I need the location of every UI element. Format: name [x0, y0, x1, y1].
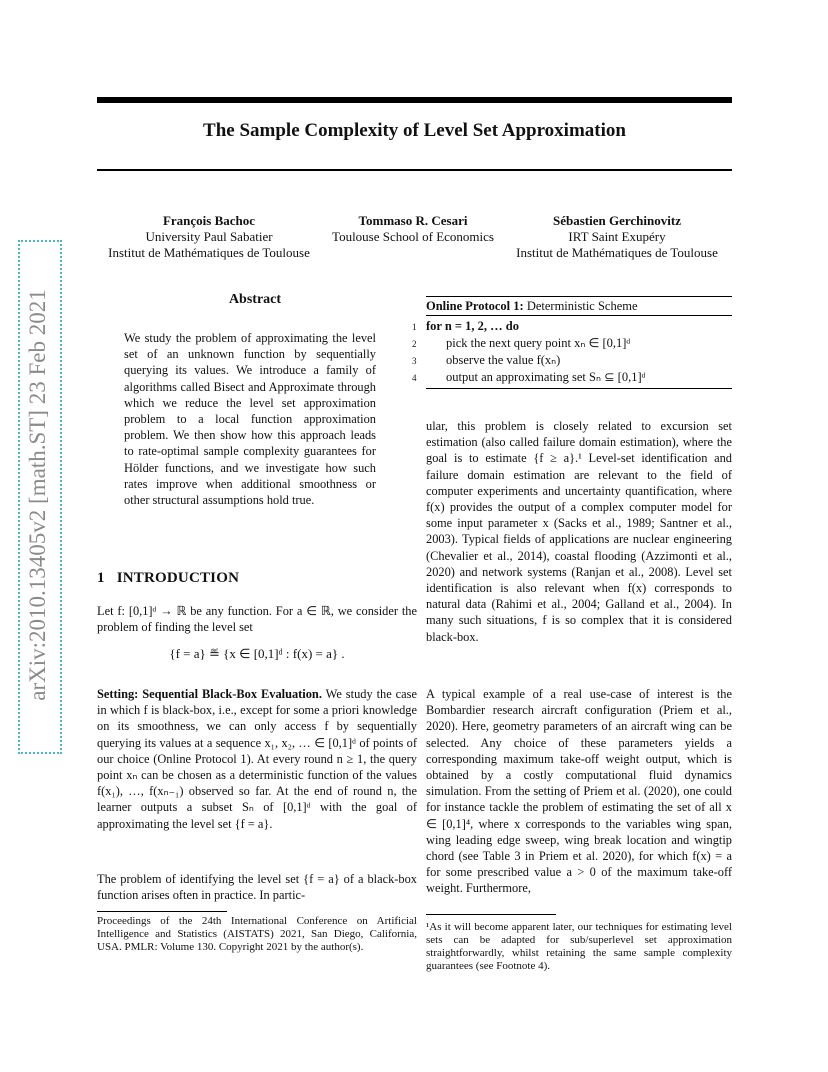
title-top-rule: [97, 97, 732, 103]
section-heading: [97, 570, 251, 587]
author-name: Sébastien Gerchinovitz: [553, 213, 681, 228]
protocol-line-text: observe the value f(xₙ): [446, 353, 561, 367]
setting-text: We study the case in which f is black-box, i.e., except for some a priori knowledge on its smoothness, we can only access f by sequentially querying its values at a sequence x₁, x₂, … ∈ [0,1]ᵈ of points of our choice (Online Protocol 1). At every round n ≥ 1, the query point xₙ can be chosen as a deterministic function of the values f(x₁), …, f(xₙ₋₁) observed so far. At the end of round n, the learner outputs a subset Sₙ of [0,1]ᵈ with the goal of approximating the level set {f = a}.: [97, 687, 418, 831]
author-3: [498, 213, 736, 261]
author-affiliation: Institut de Mathématiques de Toulouse: [108, 245, 310, 260]
author-affiliation: IRT Saint Exupéry: [568, 229, 666, 244]
protocol-line-text: output an approximating set Sₙ ⊆ [0,1]ᵈ: [446, 370, 646, 384]
footnote-rule-left: [97, 911, 227, 912]
protocol-title-label: Online Protocol 1:: [426, 299, 524, 313]
protocol-line: [412, 352, 732, 369]
protocol-line-number: 1: [412, 322, 417, 332]
title-bottom-rule: [97, 169, 732, 171]
protocol-line: [412, 318, 732, 335]
section-title: INTRODUCTION: [116, 570, 240, 586]
protocol-line: [412, 369, 732, 386]
setting-paragraph: [97, 686, 417, 832]
level-set-footnote: ¹As it will become apparent later, our techniques for estimating level sets can be adapted for sub/superlevel set approximation straightforwardly, whilst retaining the same sample complexity guarantees (see Footnote 4).: [426, 921, 732, 972]
section-number: 1: [97, 570, 105, 586]
intro-right-paragraph-1: ular, this problem is closely related to excursion set estimation (also called failure domain estimation), where the goal is to estimate {f ≥ a}.¹ Level-set identification and failure domain estimation are relevant to the field of computer experiments and uncertainty quantification, where f(x) provides the output of a complex computer model for some input parameter x (Sacks et al., 1989; Santner et al., 2003). Typical fields of applications are nuclear engineering (Chevalier et al., 2014), coastal flooding (Azzimonti et al., 2020) and network systems (Ranjan et al., 2008). Level set identification is also relevant when f(x) corresponds to natural data (Rahimi et al., 2004; Galland et al., 2004). In many such situations, f is so complex that it is considered black-box.: [426, 419, 732, 644]
author-affiliation: Institut de Mathématiques de Toulouse: [516, 245, 718, 260]
protocol-line-number: 4: [412, 373, 417, 383]
author-affiliation: Toulouse School of Economics: [332, 229, 494, 244]
author-name: François Bachoc: [162, 213, 256, 228]
author-affiliation: University Paul Sabatier: [145, 229, 273, 244]
protocol-line-text: pick the next query point xₙ ∈ [0,1]ᵈ: [446, 336, 631, 350]
footnote-rule-right: [426, 914, 556, 915]
protocol-title: [426, 297, 732, 316]
paper-title: The Sample Complexity of Level Set Approximation: [203, 120, 626, 141]
proceedings-footnote: Proceedings of the 24th International Conference on Artificial Intelligence and Statistics (AISTATS) 2021, San Diego, California, USA. PMLR: Volume 130. Copyright 2021 by the author(s).: [97, 915, 417, 953]
abstract-heading: Abstract: [228, 292, 282, 307]
protocol-line-text: for n = 1, 2, … do: [426, 319, 520, 333]
author-2: [318, 213, 508, 245]
author-name: Tommaso R. Cesari: [358, 213, 468, 228]
abstract-text: We study the problem of approximating the level set of an unknown function by sequentially querying its values. We introduce a family of algorithms called Bisect and Approximate through which we reduce the level set approximation problem to a local function approximation problem. We then show how this approach leads to rate-optimal sample complexity guarantees for Hölder functions, and we investigate how such rates improve when additional smoothness or other structural assumptions hold true.: [124, 331, 376, 508]
author-1: [90, 213, 328, 261]
protocol-line-number: 3: [412, 356, 417, 366]
intro-paragraph-1: Let f: [0,1]ᵈ → ℝ be any function. For a ∈ ℝ, we consider the problem of finding the level set: [97, 604, 417, 635]
arxiv-stamp: arXiv:2010.13405v2 [math.ST] 23 Feb 2021: [25, 289, 50, 701]
protocol-line-number: 2: [412, 339, 417, 349]
online-protocol-box: [412, 296, 732, 389]
setting-heading: Setting: Sequential Black-Box Evaluation.: [97, 687, 322, 701]
protocol-title-name: Deterministic Scheme: [523, 299, 638, 313]
intro-right-paragraph-2: A typical example of a real use-case of interest is the Bombardier research aircraft configuration (Priem et al., 2020). Here, geometry parameters of an aircraft wing can be selected. Any choice of these parameters yields a corresponding maximum take-off weight output, which is obtained by a costly computational fluid dynamics simulation. From the setting of Priem et al. (2020), one could for instance tackle the problem of estimating the set of all x ∈ [0,1]⁴, where x corresponds to the variables wing span, wing leading edge sweep, wing break location and wingtip chord (see Table 3 in Priem et al. 2020), for which f(x) = a for some prescribed value a > 0 of the maximum take-off weight. Furthermore,: [426, 687, 732, 896]
level-set-equation: {f = a} ≝ {x ∈ [0,1]ᵈ : f(x) = a} .: [169, 646, 345, 661]
protocol-line: [412, 335, 732, 352]
intro-paragraph-3: The problem of identifying the level set {f = a} of a black-box function arises often in practice. In partic-: [97, 872, 417, 903]
